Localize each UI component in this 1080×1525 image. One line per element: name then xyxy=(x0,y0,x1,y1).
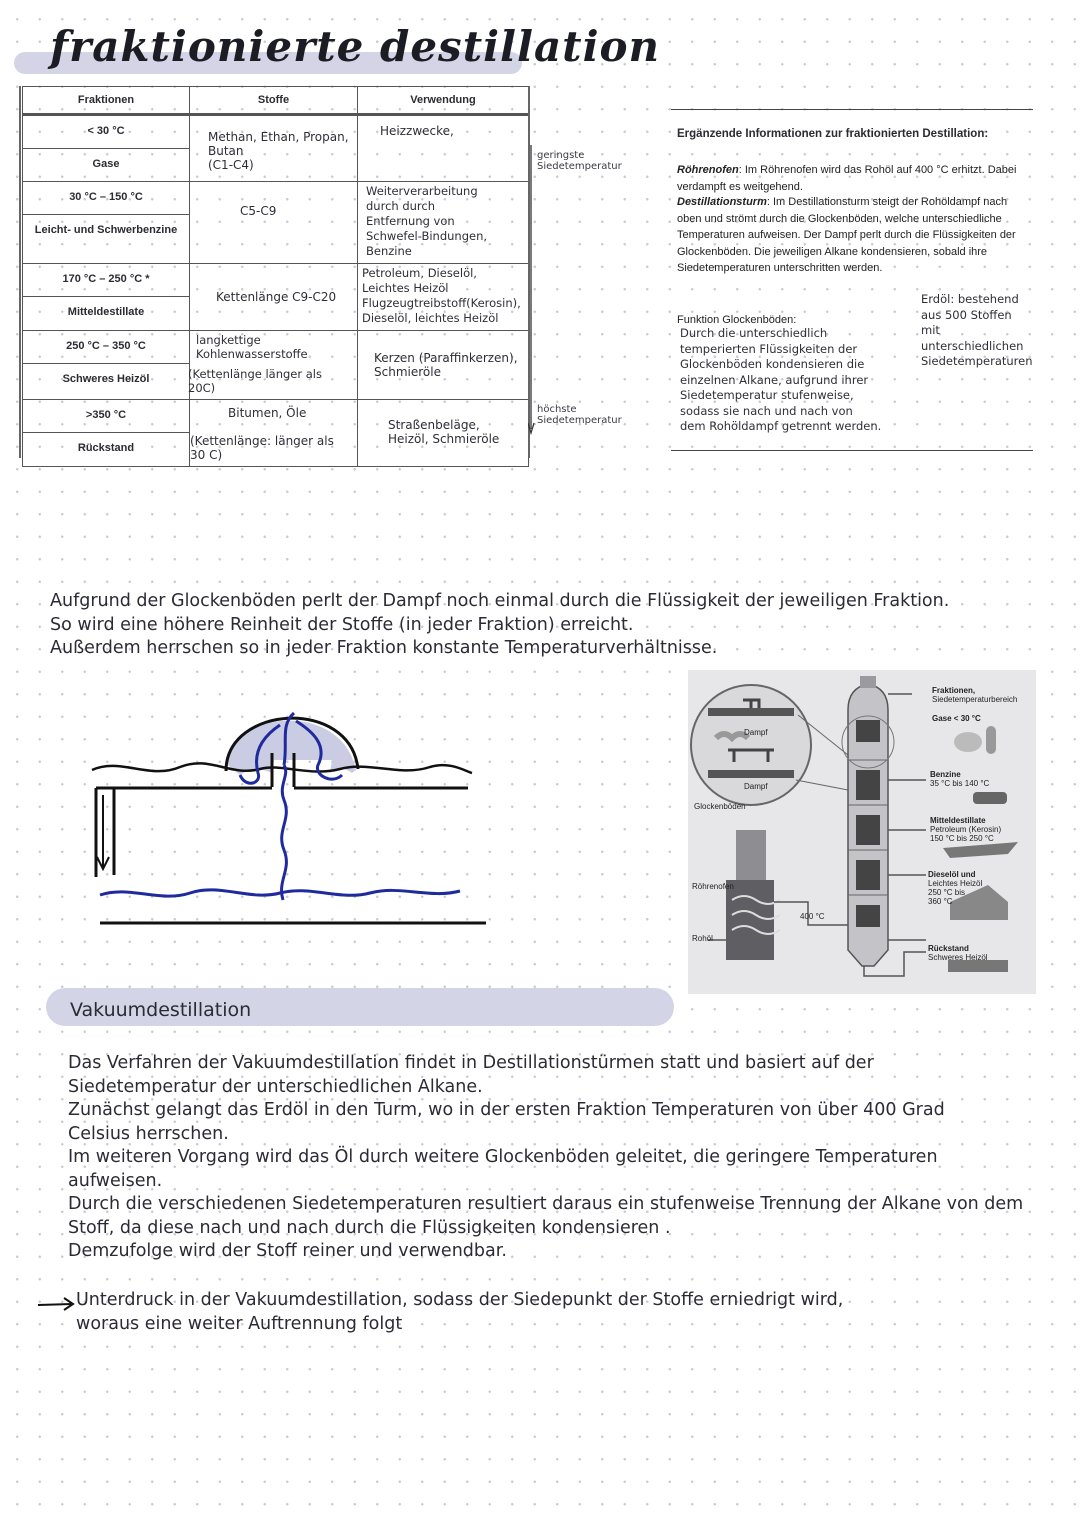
paragraph-line: Stoff, da diese nach und nach durch die Flüssigkeiten kondensieren . xyxy=(68,1217,671,1238)
tower-label-400: 400 °C xyxy=(800,912,825,921)
stoffe-line: Butan xyxy=(208,144,244,158)
label-text: Dieselöl und xyxy=(928,870,976,879)
stoffe-cell xyxy=(190,331,358,400)
verwendung-line: Weiterverarbeitung xyxy=(366,184,478,198)
funktion-glockenboeden-text xyxy=(680,326,881,435)
table-row xyxy=(23,400,529,467)
temperature-arrow xyxy=(528,145,536,435)
tower-label-dieseloel xyxy=(928,870,982,906)
fraction-cell xyxy=(23,331,190,400)
label-text: 150 °C bis 250 °C xyxy=(930,834,994,843)
label-text: 35 °C bis 140 °C xyxy=(930,779,990,788)
page-title: fraktionierte destillation xyxy=(50,22,661,71)
tower-label-rohoel: Rohöl xyxy=(692,934,713,943)
paragraph-line: So wird eine höhere Reinheit der Stoffe (in jeder Fraktion) erreicht. xyxy=(50,614,634,635)
stoffe-line: Kettenlänge C9-C20 xyxy=(216,290,337,304)
stoffe-line: Kohlenwasserstoffe xyxy=(196,347,308,361)
funktion-line: Siedetemperatur stufenweise, xyxy=(680,388,854,402)
verwendung-cell xyxy=(358,400,529,467)
verwendung-line: Schwefel-Bindungen, Benzine xyxy=(366,229,488,258)
note-line: Siedetemperatur xyxy=(537,415,622,426)
unterdruck-note xyxy=(76,1289,843,1336)
erdoel-line: Erdöl: bestehend xyxy=(921,292,1019,306)
note-hoechste-siedetemperatur xyxy=(537,404,622,426)
funktion-line: sodass sie nach und nach von xyxy=(680,403,853,418)
verwendung-line: Straßenbeläge, xyxy=(388,418,480,432)
label-text: Fraktionen, xyxy=(932,686,976,695)
label-text: Siedetemperaturbereich xyxy=(932,695,1018,704)
funktion-line: dem Rohöldampf getrennt werden. xyxy=(680,419,882,433)
fraction-temp: >350 °C xyxy=(23,400,189,433)
tower-label-benzine xyxy=(930,770,989,788)
verwendung-line: Heizöl, Schmieröle xyxy=(388,432,500,446)
vakuum-paragraph xyxy=(68,1052,1023,1264)
fraction-name: Schweres Heizöl xyxy=(62,373,150,385)
funktion-line: Glockenböden kondensieren die xyxy=(680,357,865,371)
paragraph-line: Außerdem herrschen so in jeder Fraktion konstante Temperaturverhältnisse. xyxy=(50,638,718,658)
stoffe-line: langkettige xyxy=(196,333,261,347)
tower-label-rueckstand xyxy=(928,944,988,962)
funktion-line: einzelnen Alkane, aufgrund ihrer xyxy=(680,372,869,387)
note-line: Siedetemperatur xyxy=(537,161,622,172)
label-text: Schweres Heizöl xyxy=(928,953,988,962)
stoffe-line: C5-C9 xyxy=(240,204,277,218)
label-text: Gase < 30 °C xyxy=(932,714,981,723)
section-title-vakuumdestillation: Vakuumdestillation xyxy=(70,999,252,1021)
label-text: 250 °C bis xyxy=(928,888,965,897)
stoffe-line: Methan, Ethan, Propan, xyxy=(208,130,349,144)
erdoel-line: Siedetemperaturen xyxy=(921,354,1033,368)
info-roehrenofen xyxy=(677,162,1029,195)
fraction-temp: 250 °C – 350 °C xyxy=(23,331,189,364)
arrow-right-icon xyxy=(38,1296,76,1312)
fraction-cell xyxy=(23,115,190,182)
verwendung-line: Entfernung von xyxy=(366,214,455,228)
verwendung-line: Kerzen (Paraffinkerzen), xyxy=(374,351,518,365)
erdoel-note xyxy=(921,292,1033,370)
table-row xyxy=(23,331,529,400)
fraction-name: Gase xyxy=(92,158,120,170)
paragraph-line: Das Verfahren der Vakuumdestillation findet in Destillationstürmen statt und basiert auf der xyxy=(68,1053,874,1073)
erdoel-line: aus 500 Stoffen xyxy=(921,307,1012,322)
paragraph-line: Siedetemperatur der unterschiedlichen Alkane. xyxy=(68,1076,483,1097)
info-title: Ergänzende Informationen zur fraktionierten Destillation: xyxy=(677,128,989,140)
tower-label-dampf-1: Dampf xyxy=(744,728,768,737)
term-destillationsturm: Destillationsturm xyxy=(677,196,767,208)
stoffe-cell xyxy=(190,400,358,467)
verwendung-line: Leichtes Heizöl xyxy=(362,281,449,295)
term-roehrenofen: Röhrenofen xyxy=(677,164,739,176)
fraction-name: Mitteldestillate xyxy=(67,306,145,318)
stoffe-line: (C1-C4) xyxy=(208,158,254,172)
tower-label-dampf-2: Dampf xyxy=(744,782,768,791)
label-text: Mitteldestillate xyxy=(930,816,986,825)
verwendung-line: Dieselöl, leichtes Heizöl xyxy=(362,311,499,325)
stoffe-cell xyxy=(190,115,358,182)
info-box xyxy=(671,109,1033,451)
glockenboeden-paragraph xyxy=(50,590,949,661)
note-line: höchste xyxy=(537,404,577,415)
paragraph-line: Celsius herrschen. xyxy=(68,1123,229,1144)
tower-label-roehrenofen: Röhrenofen xyxy=(692,882,734,891)
note-geringste-siedetemperatur xyxy=(537,150,622,172)
paragraph-line: aufweisen. xyxy=(68,1170,163,1191)
verwendung-cell xyxy=(358,115,529,182)
header-stoffe: Stoffe xyxy=(190,87,358,115)
note-line: geringste xyxy=(537,150,585,161)
label-text: Benzine xyxy=(930,770,961,779)
verwendung-line: durch durch xyxy=(366,199,436,213)
paragraph-line: Zunächst gelangt das Erdöl in den Turm, wo in der ersten Fraktion Temperaturen von über 400 Grad xyxy=(68,1100,945,1120)
fraction-temp: 170 °C – 250 °C * xyxy=(23,264,189,297)
table-left-edge xyxy=(19,86,21,458)
fraction-cell xyxy=(23,182,190,264)
stoffe-line: (Kettenlänge länger als 20C) xyxy=(188,367,322,395)
glockenboden-sketch xyxy=(80,695,500,935)
verwendung-cell xyxy=(358,182,529,264)
fraction-table xyxy=(22,86,528,462)
stoffe-line: Bitumen, Öle xyxy=(228,406,307,420)
tower-label-glockenboeden: Glockenböden xyxy=(694,802,746,811)
table-row xyxy=(23,264,529,331)
verwendung-line: Petroleum, Dieselöl, xyxy=(362,266,477,280)
table-row xyxy=(23,115,529,182)
stoffe-line: (Kettenlänge: länger als 30 C) xyxy=(190,434,334,462)
verwendung-cell xyxy=(358,331,529,400)
table-row xyxy=(23,182,529,264)
paragraph-line: Aufgrund der Glockenböden perlt der Dampf noch einmal durch die Flüssigkeit der jeweiligen Fraktion. xyxy=(50,591,950,611)
paragraph-line: Durch die verschiedenen Siedetemperaturen resultiert daraus ein stufenweise Trennung der Alkane von dem xyxy=(68,1194,1024,1214)
info-text: : Im Röhrenofen wird das Rohöl auf 400 °C erhitzt. Dabei verdampft es weitgehend. xyxy=(677,164,1017,193)
label-text: Leichtes Heizöl xyxy=(928,879,983,888)
funktion-title: Funktion Glockenböden: xyxy=(677,314,797,326)
funktion-line: Durch die unterschiedlich xyxy=(680,326,828,340)
erdoel-line: mit xyxy=(921,323,940,337)
fraction-temp: 30 °C – 150 °C xyxy=(23,182,189,215)
header-fraktionen: Fraktionen xyxy=(23,87,190,115)
stoffe-cell xyxy=(190,264,358,331)
destillationsturm-diagram xyxy=(688,670,1036,994)
label-text: Rückstand xyxy=(928,944,969,953)
paragraph-line: Demzufolge wird der Stoff reiner und verwendbar. xyxy=(68,1241,507,1261)
fraction-cell xyxy=(23,264,190,331)
fraction-cell xyxy=(23,400,190,467)
paragraph-line: Unterdruck in der Vakuumdestillation, sodass der Siedepunkt der Stoffe erniedrigt wird, xyxy=(76,1290,844,1310)
info-text: : Im Destillationsturm steigt der Rohöldampf nach oben und strömt durch die Glockenböden, welche unterschiedliche Temperaturen aufweisen. Der Dampf perlt durch die Flüssigkeiten der Glockenböden. Die jeweiligen Alkane kondensieren, sobald ihre Siedetemperaturen unterschritten werden. xyxy=(677,196,1016,274)
label-text: Petroleum (Kerosin) xyxy=(930,825,1002,834)
stoffe-cell xyxy=(190,182,358,264)
tower-label-mitteldestillate xyxy=(930,816,1001,843)
verwendung-line: Heizzwecke, xyxy=(380,124,454,138)
header-verwendung: Verwendung xyxy=(358,87,529,115)
fraction-name: Leicht- und Schwerbenzine xyxy=(34,224,178,236)
table-header-row xyxy=(23,87,529,115)
info-destillationsturm xyxy=(677,194,1029,277)
paragraph-line: woraus eine weiter Auftrennung folgt xyxy=(76,1313,403,1334)
paragraph-line: Im weiteren Vorgang wird das Öl durch weitere Glockenböden geleitet, die geringere Temperaturen xyxy=(68,1147,938,1167)
tower-label-fraktionen xyxy=(932,686,1017,704)
verwendung-cell xyxy=(358,264,529,331)
fraction-temp: < 30 °C xyxy=(23,116,189,149)
label-text: 360 °C xyxy=(928,897,953,906)
erdoel-line: unterschiedlichen xyxy=(921,338,1024,353)
verwendung-line: Flugzeugtreibstoff(Kerosin), xyxy=(362,296,521,310)
tower-label-gase xyxy=(932,714,981,723)
fraction-name: Rückstand xyxy=(77,442,135,454)
funktion-line: temperierten Flüssigkeiten der xyxy=(680,341,858,356)
verwendung-line: Schmieröle xyxy=(374,365,441,379)
